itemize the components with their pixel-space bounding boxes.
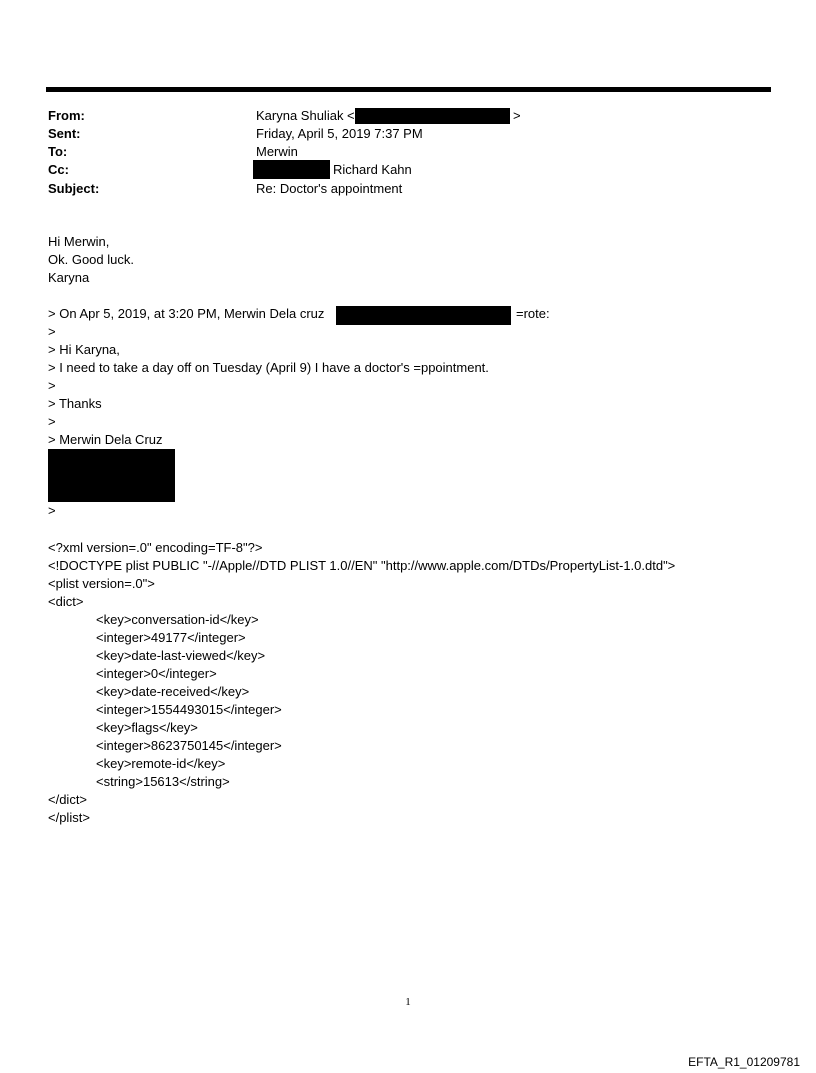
body-line: Hi Merwin, <box>48 234 110 249</box>
redaction-box <box>48 449 175 502</box>
sent-value: Friday, April 5, 2019 7:37 PM <box>256 126 423 141</box>
to-value: Merwin <box>256 144 298 159</box>
plist-line: <key>date-last-viewed</key> <box>96 648 266 663</box>
plist-line: <plist version=.0"> <box>48 576 155 591</box>
quoted-line: > Thanks <box>48 396 102 411</box>
plist-line: <integer>49177</integer> <box>96 630 246 645</box>
quoted-line: > Merwin Dela Cruz <box>48 432 163 447</box>
plist-line: </plist> <box>48 810 90 825</box>
from-email-close: > <box>513 108 521 123</box>
cc-value: Richard Kahn <box>333 162 412 177</box>
quoted-intro: > On Apr 5, 2019, at 3:20 PM, Merwin Dela cruz <box>48 306 325 321</box>
plist-line: <!DOCTYPE plist PUBLIC "-//Apple//DTD PLIST 1.0//EN" "http://www.apple.com/DTDs/PropertyList-1.0.dtd"> <box>48 558 676 573</box>
to-label: To: <box>48 144 68 159</box>
plist-line: <key>remote-id</key> <box>96 756 226 771</box>
plist-line: <key>conversation-id</key> <box>96 612 259 627</box>
plist-line: </dict> <box>48 792 88 807</box>
plist-line: <?xml version=.0" encoding=TF-8"?> <box>48 540 263 555</box>
quoted-line: > <box>48 324 56 339</box>
subject-label: Subject: <box>48 181 100 196</box>
redaction-box <box>336 306 511 325</box>
subject-value: Re: Doctor's appointment <box>256 181 403 196</box>
quoted-line: > <box>48 503 56 518</box>
plist-line: <integer>8623750145</integer> <box>96 738 282 753</box>
plist-line: <integer>0</integer> <box>96 666 217 681</box>
body-line: Ok. Good luck. <box>48 252 134 267</box>
cc-label: Cc: <box>48 162 69 177</box>
plist-line: <key>flags</key> <box>96 720 198 735</box>
from-label: From: <box>48 108 85 123</box>
quoted-line: > I need to take a day off on Tuesday (April 9) I have a doctor's =ppointment. <box>48 360 489 375</box>
plist-line: <integer>1554493015</integer> <box>96 702 282 717</box>
quoted-line: > <box>48 378 56 393</box>
quoted-intro-end: =rote: <box>516 306 550 321</box>
sent-label: Sent: <box>48 126 81 141</box>
quoted-line: > Hi Karyna, <box>48 342 120 357</box>
quoted-line: > <box>48 414 56 429</box>
plist-line: <string>15613</string> <box>96 774 230 789</box>
redaction-box <box>253 160 330 179</box>
body-line: Karyna <box>48 270 90 285</box>
plist-line: <key>date-received</key> <box>96 684 250 699</box>
page-number: 1 <box>405 996 411 1008</box>
header-rule <box>46 87 771 92</box>
from-name: Karyna Shuliak < <box>256 108 355 123</box>
plist-line: <dict> <box>48 594 84 609</box>
document-id: EFTA_R1_01209781 <box>688 1055 800 1069</box>
redaction-box <box>355 108 510 124</box>
